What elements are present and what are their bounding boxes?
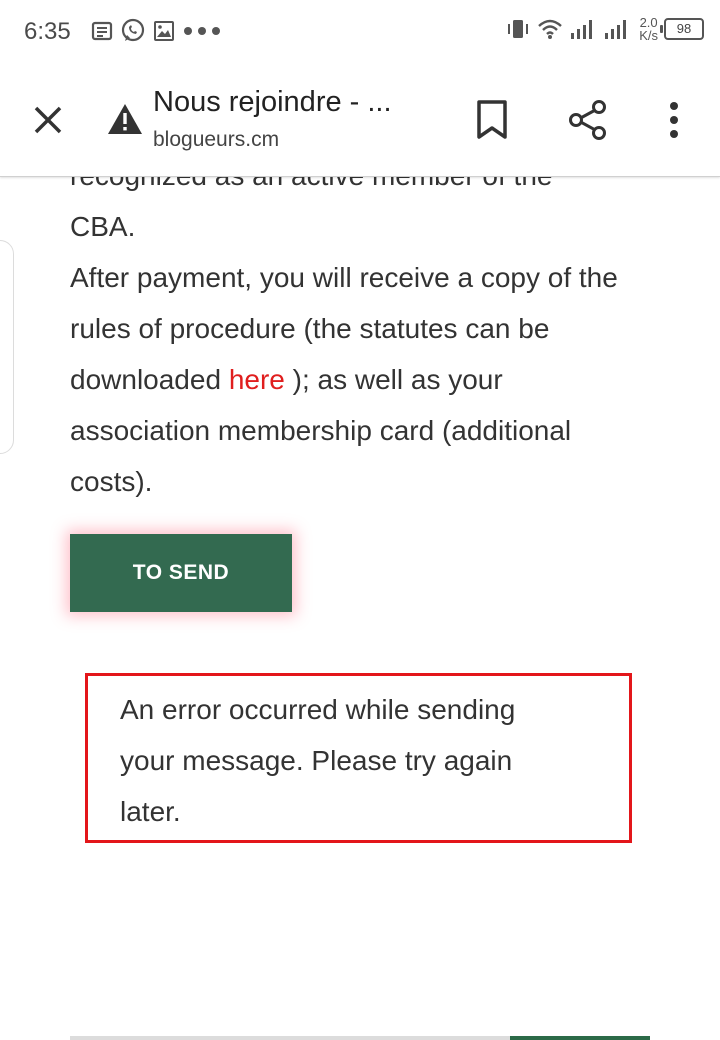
- page-content: [70, 150, 650, 507]
- bottom-divider: [70, 1036, 510, 1040]
- custom-tab-toolbar: [0, 64, 720, 177]
- status-time: 6:35: [24, 18, 71, 45]
- paragraph-cba: CBA.: [70, 211, 136, 242]
- bottom-accent-bar: [510, 1036, 650, 1040]
- wifi-icon: [537, 17, 563, 41]
- battery-indicator: 98: [664, 18, 704, 40]
- status-bar: [0, 0, 720, 64]
- more-vert-icon[interactable]: [660, 98, 688, 142]
- error-message-box: [85, 673, 632, 843]
- image-icon: [152, 19, 176, 43]
- floating-side-tab[interactable]: [0, 240, 14, 454]
- signal-icon: [569, 17, 597, 41]
- send-button[interactable]: TO SEND: [70, 534, 292, 612]
- more-dots-icon: [182, 19, 222, 43]
- signal-icon: [603, 17, 631, 41]
- notes-icon: [90, 19, 114, 43]
- share-icon[interactable]: [566, 98, 610, 142]
- network-speed: [639, 16, 658, 42]
- page-url: blogueurs.cm: [153, 128, 280, 151]
- bookmark-icon[interactable]: [474, 98, 510, 142]
- speed-value: 2.0: [639, 15, 658, 30]
- payment-text-start: After payment, you will receive a copy of the rules of procedure (the statutes can be downloaded: [70, 262, 618, 395]
- warning-icon[interactable]: [106, 102, 144, 136]
- statutes-download-link[interactable]: here: [228, 364, 285, 395]
- speed-unit: K/s: [639, 28, 658, 43]
- close-icon[interactable]: [28, 100, 68, 140]
- error-message: An error occurred while sending your message. Please try again later.: [120, 694, 516, 827]
- system-icons: [505, 16, 704, 42]
- payment-text-end: ); as well as your association membership card (additional costs).: [70, 364, 572, 497]
- paragraph-payment: [70, 252, 650, 507]
- whatsapp-icon: [120, 18, 146, 44]
- vibrate-icon: [505, 17, 531, 41]
- page-title: Nous rejoindre - ...: [153, 86, 392, 118]
- notification-icons: [90, 18, 222, 44]
